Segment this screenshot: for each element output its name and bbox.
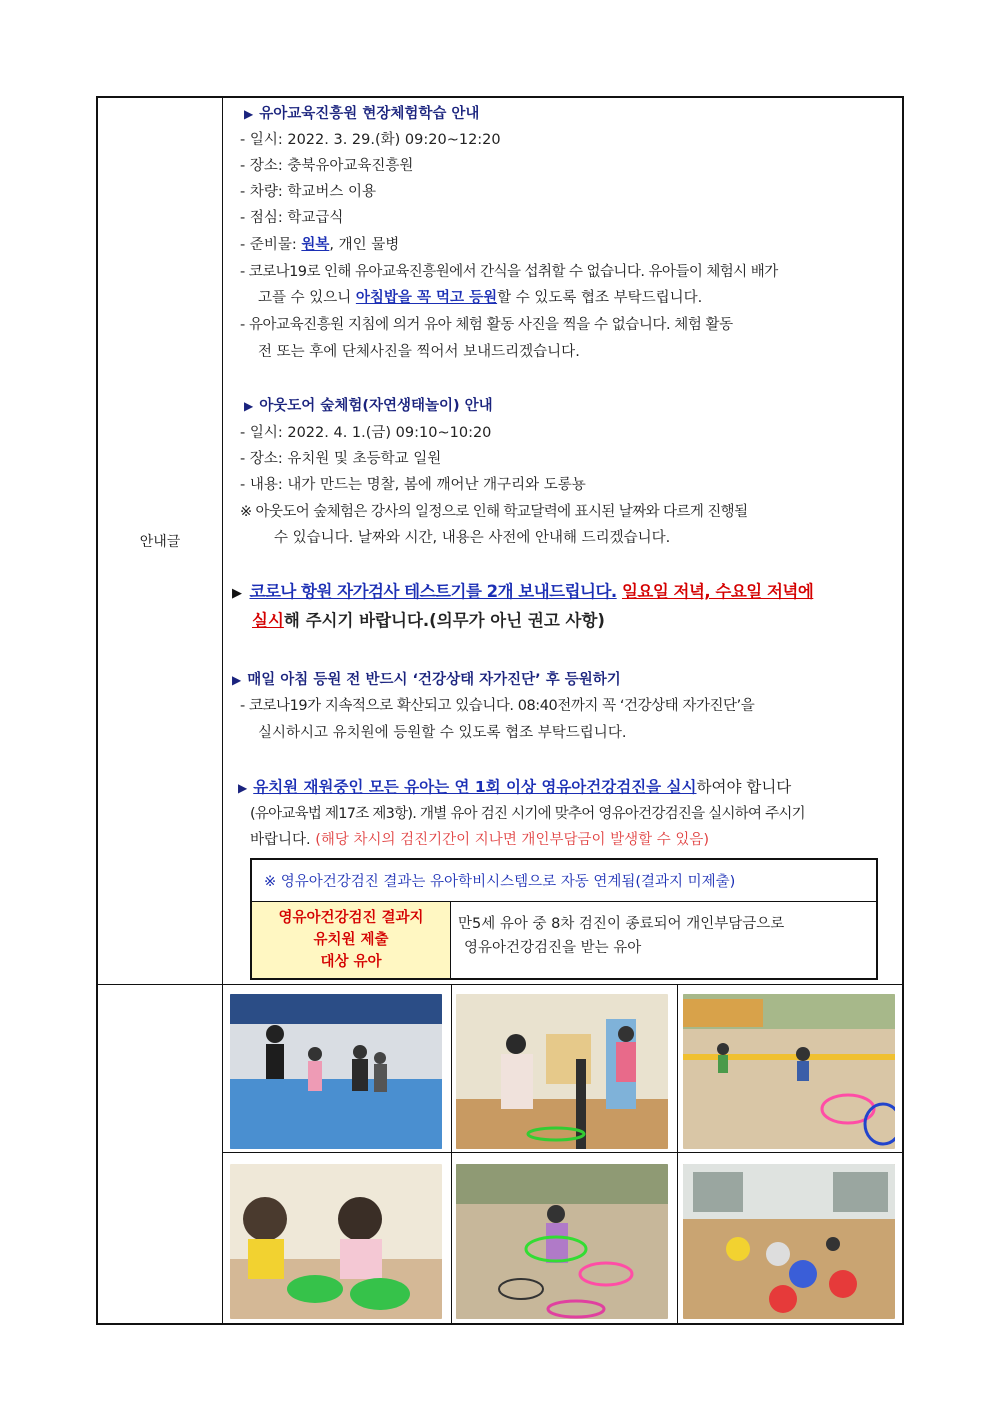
- section1-place: - 장소: 충북유아교육진흥원: [240, 158, 414, 174]
- row-divider: [98, 984, 902, 985]
- photo-divider: [677, 984, 678, 1323]
- section2-date: - 일시: 2022. 4. 1.(금) 09:10~10:20: [240, 425, 492, 441]
- section1-photo-line1: - 유아교육진흥원 지침에 의거 유아 체험 활동 사진을 찍을 수 없습니다. 체험 활동: [240, 317, 733, 333]
- photo-craft-table: [230, 1164, 442, 1319]
- section2-note2: 수 있습니다. 날짜와 시간, 내용은 사전에 안내해 드리겠습니다.: [274, 530, 671, 546]
- arrow-icon: ▶: [232, 586, 242, 601]
- photo-sand-playground: [683, 994, 895, 1149]
- photo-divider: [451, 984, 452, 1323]
- section1-photo-line2: 전 또는 후에 단체사진을 찍어서 보내드리겠습니다.: [258, 344, 580, 360]
- photo-row-divider: [222, 1152, 902, 1153]
- section1-prep: - 준비물: 원복, 개인 물병: [240, 237, 400, 253]
- section5-line1: (유아교육법 제17조 제3항). 개별 유아 검진 시기에 맞추어 영유아건강검진을 실시하여 주시기: [250, 806, 805, 822]
- section2-heading: ▶ 아웃도어 숲체험(자연생태놀이) 안내: [244, 398, 493, 414]
- section5-heading: ▶ 유치원 재원중인 모든 유아는 연 1회 이상 영유아건강검진을 실시하여야 합니다: [238, 778, 792, 796]
- photo-hula-hoop: [456, 1164, 668, 1319]
- section2-place: - 장소: 유치원 및 초등학교 일원: [240, 451, 442, 467]
- submission-target-label: 영유아건강검진 결과지 유치원 제출 대상 유아: [252, 902, 451, 978]
- section4-line1: - 코로나19가 지속적으로 확산되고 있습니다. 08:40전까지 꼭 ‘건강상태 자가진단’을: [240, 698, 755, 714]
- notice-table: [96, 96, 904, 1325]
- section4-heading: ▶ 매일 아침 등원 전 반드시 ‘건강상태 자가진단’ 후 등원하기: [232, 672, 621, 688]
- arrow-icon: ▶: [244, 107, 254, 121]
- section1-heading: ▶ 유아교육진흥원 현장체험학습 안내: [244, 106, 480, 122]
- section1-date: - 일시: 2022. 3. 29.(화) 09:20~12:20: [240, 132, 501, 148]
- health-check-note: ※ 영유아건강검진 결과는 유아학비시스템으로 자동 연계됨(결과지 미제출): [252, 860, 876, 902]
- section3-line2: 실시해 주시기 바랍니다.(의무가 아닌 권고 사항): [252, 611, 605, 630]
- section1-covid-line2: 고플 수 있으니 아침밥을 꼭 먹고 등원할 수 있도록 협조 부탁드립니다.: [258, 290, 703, 306]
- arrow-icon: ▶: [238, 781, 248, 795]
- health-check-box: [250, 858, 878, 980]
- section1-covid-line1: - 코로나19로 인해 유아교육진흥원에서 간식을 섭취할 수 없습니다. 유아들이 체험시 배가: [240, 264, 778, 280]
- section1-bus: - 차량: 학교버스 이용: [240, 184, 377, 200]
- section4-line2: 실시하시고 유치원에 등원할 수 있도록 협조 부탁드립니다.: [258, 725, 627, 741]
- arrow-icon: ▶: [244, 399, 254, 413]
- photo-hall-rolling-toys: [683, 1164, 895, 1319]
- section2-content: - 내용: 내가 만드는 명찰, 봄에 깨어난 개구리와 도롱뇽: [240, 477, 586, 493]
- left-label: 안내글: [139, 534, 181, 550]
- section1-lunch: - 점심: 학교급식: [240, 210, 344, 226]
- section2-note1: ※ 아웃도어 숲체험은 강사의 일정으로 인해 학교달력에 표시된 날짜와 다르게 진행될: [240, 504, 748, 520]
- photo-classroom-blocks: [456, 994, 668, 1149]
- photo-indoor-gym-kids: [230, 994, 442, 1149]
- section5-line2: 바랍니다. (해당 차시의 검진기간이 지나면 개인부담금이 발생할 수 있음): [250, 832, 710, 848]
- arrow-icon: ▶: [232, 673, 242, 687]
- column-divider: [222, 98, 223, 1323]
- submission-target-desc: 만5세 유아 중 8차 검진이 종료되어 개인부담금으로 영유아건강검진을 받는 유아: [458, 916, 785, 956]
- section3-line1: ▶ 코로나 항원 자가검사 테스트기를 2개 보내드립니다. 일요일 저녁, 수요일 저녁에: [232, 582, 814, 601]
